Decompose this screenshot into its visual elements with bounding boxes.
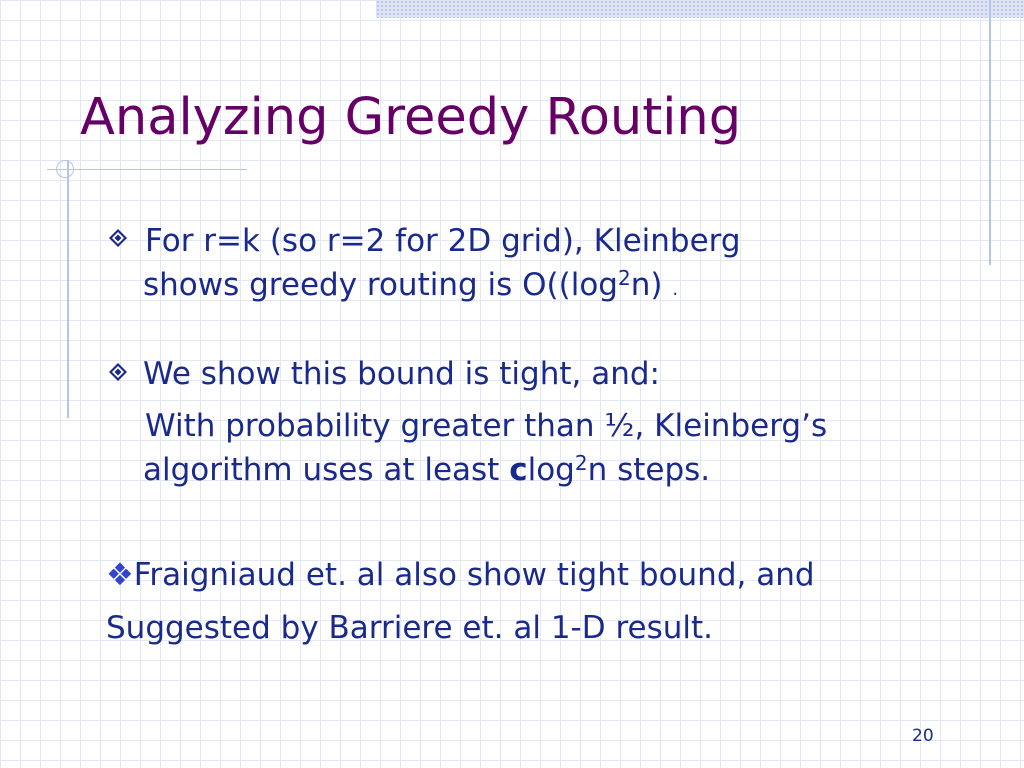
decorative-vertical-line [67,160,69,418]
decorative-vertical-line [989,0,991,265]
bullet-1-line-2 [143,263,678,312]
bullet-2-line-1: We show this bound is tight, and: [143,356,660,392]
bullet-2-text: log [527,452,575,488]
bullet-2-text: n steps. [587,452,711,488]
bullet-2-text: algorithm uses at least [143,452,510,488]
slide-title: Analyzing Greedy Routing [80,88,742,147]
superscript: 2 [617,266,631,290]
four-diamond-bullet-icon: ❖ [106,557,134,593]
decorative-horizontal-line [47,169,247,170]
diamond-bullet-icon [108,228,128,248]
decorative-dotted-band [376,0,1024,18]
bullet-2-line-3 [143,448,710,492]
bullet-3-line-1 [106,553,815,597]
trailing-period: . [672,279,679,300]
bold-constant: c [509,452,528,488]
page-number: 20 [912,726,934,746]
bullet-3-text: Fraigniaud et. al also show tight bound, and [133,557,815,593]
superscript: 2 [574,451,588,475]
bullet-3-line-2: Suggested by Barriere et. al 1-D result. [106,610,714,646]
bullet-2-line-2: With probability greater than ½, Kleinberg’s [145,408,828,444]
bullet-1-text: n) [630,267,673,303]
diamond-bullet-icon [108,362,128,382]
bullet-1-line-1: For r=k (so r=2 for 2D grid), Kleinberg [145,223,741,259]
bullet-1-text: shows greedy routing is O((log [143,267,618,303]
decorative-circle-icon [56,160,74,178]
